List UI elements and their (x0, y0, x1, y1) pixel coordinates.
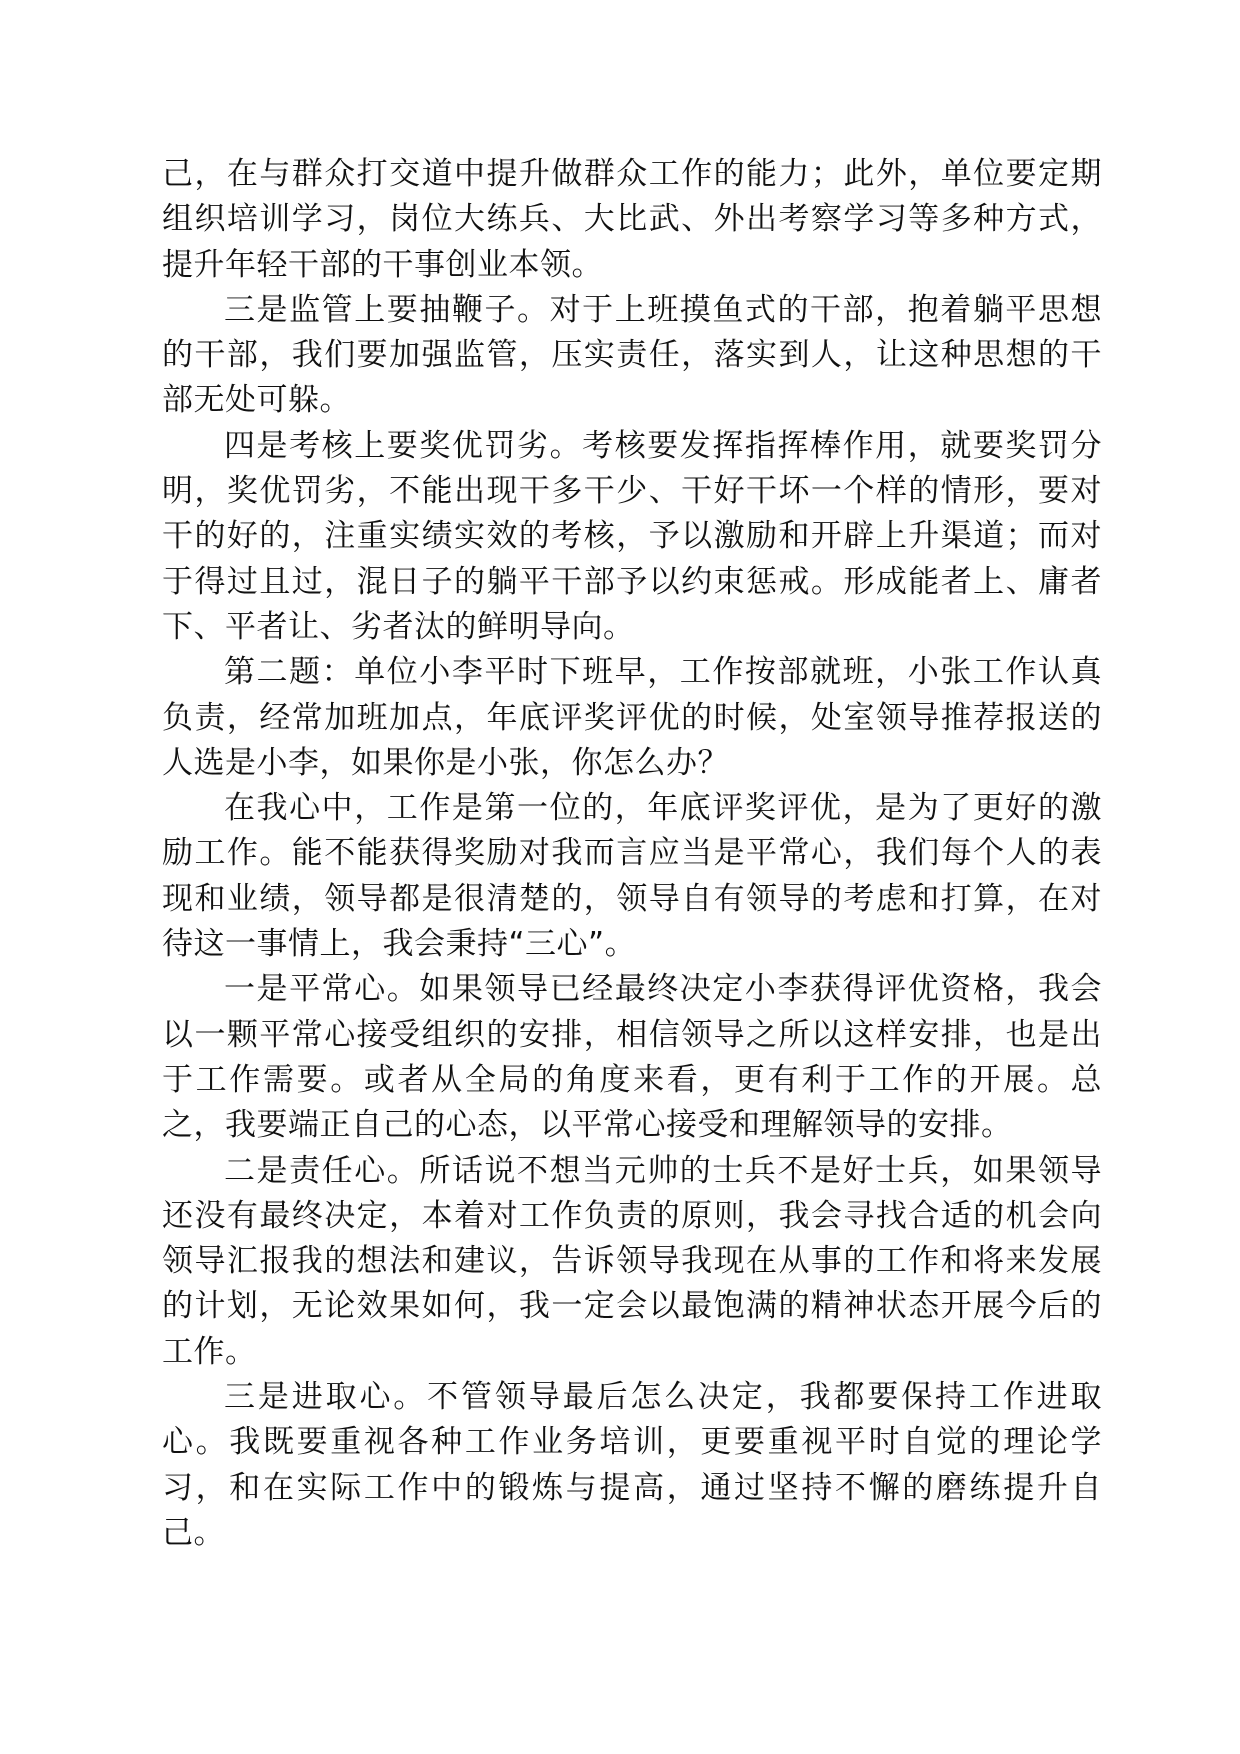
paragraph-heart-2-responsibility: 二是责任心。所话说不想当元帅的士兵不是好士兵，如果领导还没有最终决定，本着对工作负责的原则，我会寻找合适的机会向领导汇报我的想法和建议，告诉领导我现在从事的工作和将来发展的计划，无论效果如何，我一定会以最饱满的精神状态开展今后的工作。 (162, 1152, 1102, 1370)
paragraph-heart-1-calm: 一是平常心。如果领导已经最终决定小李获得评优资格，我会以一颗平常心接受组织的安排，相信领导之所以这样安排，也是出于工作需要。或者从全局的角度来看，更有利于工作的开展。总之，我要端正自己的心态，以平常心接受和理解领导的安排。 (162, 971, 1102, 1144)
paragraph-heart-3-enterprising: 三是进取心。不管领导最后怎么决定，我都要保持工作进取心。我既要重视各种工作业务培训，更要重视平时自觉的理论学习，和在实际工作中的锻炼与提高，通过坚持不懈的磨练提升自己。 (162, 1379, 1102, 1551)
paragraph-point-4-assessment: 四是考核上要奖优罚劣。考核要发挥指挥棒作用，就要奖罚分明，奖优罚劣，不能出现干多干少、干好干坏一个样的情形，要对干的好的，注重实绩实效的考核，予以激励和开辟上升渠道；而对于得过且过，混日子的躺平干部予以约束惩戒。形成能者上、庸者下、平者让、劣者汰的鲜明导向。 (162, 427, 1102, 645)
paragraph-point-3-supervision: 三是监管上要抽鞭子。对于上班摸鱼式的干部，抱着躺平思想的干部，我们要加强监管，压实责任，落实到人，让这种思想的干部无处可躲。 (162, 291, 1102, 419)
paragraph-question-2: 第二题：单位小李平时下班早，工作按部就班，小张工作认真负责，经常加班加点，年底评奖评优的时候，处室领导推荐报送的人选是小李，如果你是小张，你怎么办？ (162, 654, 1102, 781)
body-text (162, 152, 1102, 1556)
paragraph-answer-intro: 在我心中，工作是第一位的，年底评奖评优，是为了更好的激励工作。能不能获得奖励对我而言应当是平常心，我们每个人的表现和业绩，领导都是很清楚的，领导自有领导的考虑和打算，在对待这一事情上，我会秉持“三心”。 (162, 790, 1102, 963)
paragraph-continuation: 己，在与群众打交道中提升做群众工作的能力；此外，单位要定期组织培训学习，岗位大练兵、大比武、外出考察学习等多种方式，提升年轻干部的干事创业本领。 (162, 156, 1102, 283)
